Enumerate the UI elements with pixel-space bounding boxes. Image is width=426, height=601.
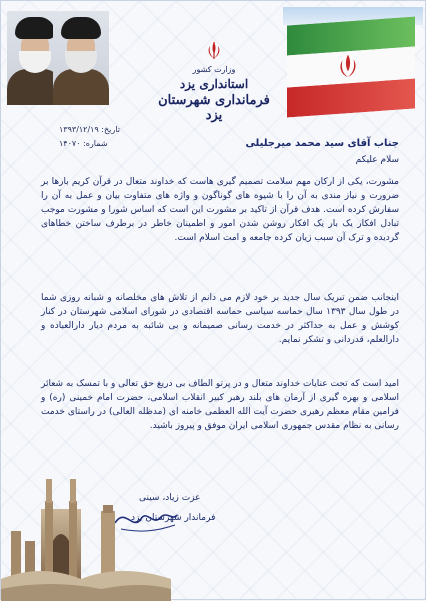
- flag-image: [287, 17, 415, 118]
- addressee: جناب آقای سید محمد میرجلیلی: [245, 138, 399, 149]
- paragraph-2: اینجانب ضمن تبریک سال جدید بر خود لازم می دانم از تلاش های مخلصانه و شبانه روزی شما در طول سال ۱۳۹۳ سال حماسه سیاسی حماسه اقتصادی در شورای اسلامی شهرستان در کنار کوشش و عمل به حداکثر در خدمت رسانی صمیمانه و بی شائبه به مردم دیار دارالعباده و دارالعلم، قدردانی و تشکر نمایم.: [41, 293, 399, 345]
- letter-date: تاریخ: ۱۳۹۳/۱۲/۱۹: [59, 125, 120, 134]
- paragraph-3: امید است که تحت عنایات خداوند متعال و در پرتو الطاف بی دریغ حق تعالی و با تمسک به شعائر اسلامی و بهره گیری از آرمان های بلند رهبر کبیر انقلاب اسلامی، حضرت امام خمینی (ره) و فرامین مقام معظم رهبری حضرت آیت الله العظمی خامنه ای (مدظله العالی) در راستای خدمت رسانی به نظام مقدس جمهوری اسلامی ایران موفق و پیروز باشید.: [41, 379, 399, 431]
- greeting: سلام علیکم: [355, 155, 399, 165]
- portraits: [7, 11, 109, 105]
- paragraph-1: مشورت، یکی از ارکان مهم سلامت تصمیم گیری هاست که خداوند متعال در قرآن کریم بارها بر ضرورت و نیاز مندی به آن را با شیوه های گوناگون و واژه های متفاوت بیان و عمل به آن را سفارش کرده است. هدف قرآن از تاکید بر مشورت این است که اساس شورا و مشورت موجب تبادل افکار یک بار یک افکار روشن شدن امور و اطمینان خاطر در برطرف ساختن خطاهای گردیده و ترک آن سبب زیان کرده جامعه و امت اسلام است.: [41, 177, 399, 243]
- flag-emblem-icon: [335, 52, 361, 82]
- header-office: فرمانداری شهرستان یزد: [158, 93, 270, 123]
- letter-number: شماره: ۱۴۰۷۰: [59, 139, 108, 148]
- closing: عزت زیاد، سینی: [139, 493, 201, 503]
- portrait-right: [53, 11, 109, 105]
- header-ministry: وزارت کشور: [192, 65, 236, 74]
- signer-title: فرماندار شهرستان یزد: [131, 513, 216, 523]
- emblem-icon: [205, 41, 223, 61]
- header-province: استانداری یزد: [179, 77, 249, 91]
- yazd-skyline-illustration: [1, 471, 171, 601]
